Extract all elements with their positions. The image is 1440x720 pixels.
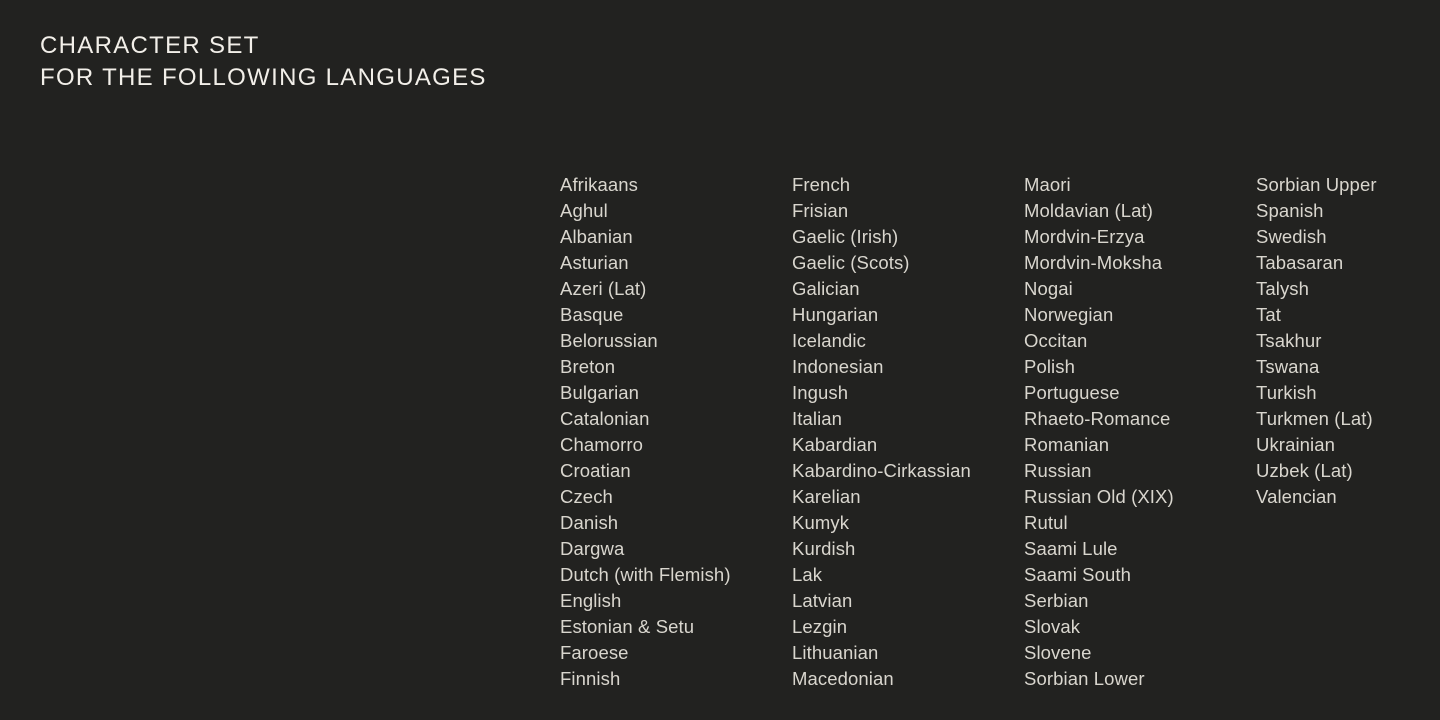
list-item: Nogai — [1024, 278, 1073, 299]
list-item: Rhaeto-Romance — [1024, 408, 1171, 429]
list-item: Danish — [560, 512, 619, 533]
list-item: Valencian — [1256, 486, 1337, 507]
list-item: Norwegian — [1024, 304, 1114, 325]
list-item: Sorbian Lower — [1024, 668, 1145, 689]
list-item: Ingush — [792, 382, 849, 403]
list-item: Tabasaran — [1256, 252, 1344, 273]
list-item: Italian — [792, 408, 843, 429]
list-item: Latvian — [792, 590, 853, 611]
language-column-4 — [1256, 172, 1440, 510]
list-item: Mordvin-Erzya — [1024, 226, 1145, 247]
page-title — [40, 30, 487, 94]
list-item: Maori — [1024, 174, 1071, 195]
list-item: Aghul — [560, 200, 608, 221]
list-item: Bulgarian — [560, 382, 640, 403]
list-item: Lithuanian — [792, 642, 879, 663]
list-item: Finnish — [560, 668, 621, 689]
language-column-2 — [792, 172, 1024, 692]
list-item: Moldavian (Lat) — [1024, 200, 1154, 221]
list-item: Ukrainian — [1256, 434, 1336, 455]
list-item: Basque — [560, 304, 624, 325]
list-item: Tswana — [1256, 356, 1320, 377]
list-item: Kurdish — [792, 538, 856, 559]
list-item: Kabardino-Cirkassian — [792, 460, 971, 481]
list-item: Sorbian Upper — [1256, 174, 1377, 195]
list-item: Romanian — [1024, 434, 1110, 455]
list-item: Spanish — [1256, 200, 1324, 221]
list-item: Azeri (Lat) — [560, 278, 647, 299]
list-item: Macedonian — [792, 668, 894, 689]
list-item: Slovene — [1024, 642, 1092, 663]
list-item: Russian — [1024, 460, 1092, 481]
list-item: Saami Lule — [1024, 538, 1118, 559]
list-item: Frisian — [792, 200, 849, 221]
list-item: English — [560, 590, 622, 611]
list-item: Catalonian — [560, 408, 650, 429]
list-item: Lezgin — [792, 616, 848, 637]
list-item: Gaelic (Irish) — [792, 226, 899, 247]
list-item: Lak — [792, 564, 823, 585]
list-item: Chamorro — [560, 434, 644, 455]
list-item: Portuguese — [1024, 382, 1120, 403]
list-item: Asturian — [560, 252, 629, 273]
list-item: Afrikaans — [560, 174, 639, 195]
list-item: Croatian — [560, 460, 631, 481]
language-list — [560, 172, 1440, 692]
list-item: Czech — [560, 486, 613, 507]
list-item: Turkish — [1256, 382, 1317, 403]
list-item: Slovak — [1024, 616, 1081, 637]
list-item: Belorussian — [560, 330, 658, 351]
list-item: Russian Old (XIX) — [1024, 486, 1174, 507]
list-item: Karelian — [792, 486, 861, 507]
list-item: Faroese — [560, 642, 629, 663]
list-item: Dutch (with Flemish) — [560, 564, 731, 585]
list-item: Saami South — [1024, 564, 1132, 585]
list-item: Hungarian — [792, 304, 879, 325]
language-column-3 — [1024, 172, 1256, 692]
list-item: Polish — [1024, 356, 1075, 377]
list-item: Kabardian — [792, 434, 878, 455]
list-item: Indonesian — [792, 356, 884, 377]
list-item: Tsakhur — [1256, 330, 1322, 351]
list-item: Dargwa — [560, 538, 625, 559]
list-item: Estonian & Setu — [560, 616, 695, 637]
list-item: Gaelic (Scots) — [792, 252, 910, 273]
page-title-line-1: CHARACTER SET — [40, 32, 260, 59]
list-item: Tat — [1256, 304, 1281, 325]
list-item: Kumyk — [792, 512, 850, 533]
list-item: Breton — [560, 356, 616, 377]
list-item: Rutul — [1024, 512, 1068, 533]
list-item: Turkmen (Lat) — [1256, 408, 1373, 429]
list-item: Serbian — [1024, 590, 1089, 611]
list-item: French — [792, 174, 851, 195]
list-item: Icelandic — [792, 330, 866, 351]
list-item: Albanian — [560, 226, 633, 247]
list-item: Swedish — [1256, 226, 1327, 247]
list-item: Talysh — [1256, 278, 1310, 299]
list-item: Mordvin-Moksha — [1024, 252, 1163, 273]
list-item: Uzbek (Lat) — [1256, 460, 1353, 481]
language-column-1 — [560, 172, 792, 692]
list-item: Occitan — [1024, 330, 1088, 351]
list-item: Galician — [792, 278, 860, 299]
page-title-line-2: FOR THE FOLLOWING LANGUAGES — [40, 64, 487, 91]
